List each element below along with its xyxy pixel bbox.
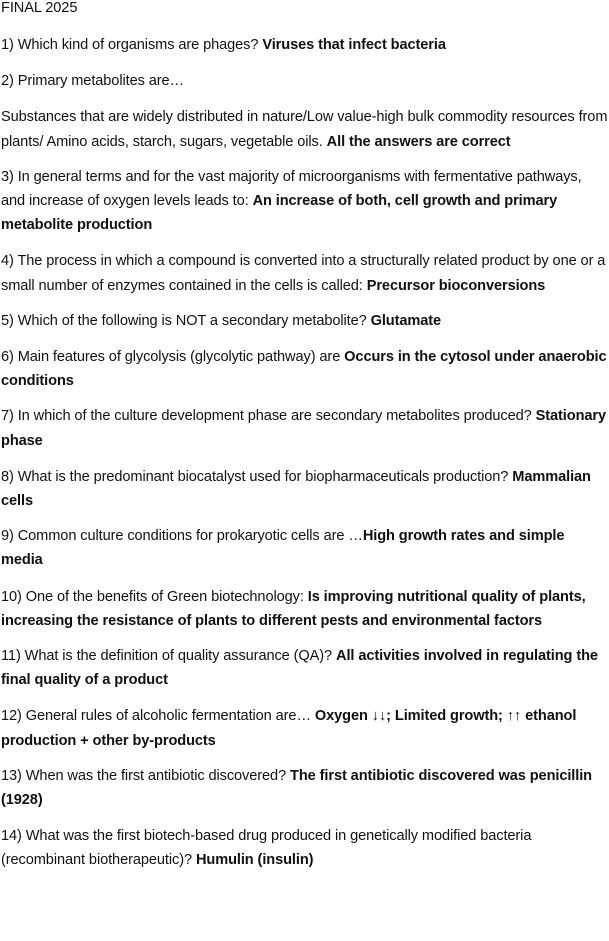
question-text: 14) What was the first biotech-based drug produced in genetically modified bacteria (recombinant biotherapeutic)? [1, 828, 532, 869]
qa-item-3 [1, 165, 609, 238]
answer-text: All the answers are correct [326, 133, 511, 150]
question-text: 12) General rules of alcoholic fermentation are… [1, 708, 315, 725]
answer-text: Occurs in the cytosol under anaerobic conditions [1, 349, 607, 390]
answer-text: Viruses that infect bacteria [262, 37, 446, 53]
qa-item-9 [1, 524, 609, 572]
qa-item-5 [1, 309, 609, 333]
question-text: 8) What is the predominant biocatalyst used for biopharmaceuticals production? [1, 468, 513, 485]
question-text: 6) Main features of glycolysis (glycolytic pathway) are [1, 349, 345, 366]
answer-text: Humulin (insulin) [195, 852, 314, 869]
question-text: 2) Primary metabolites are… [1, 73, 185, 90]
question-text: 3) In general terms and for the vast majority of microorganisms with fermentative pathways, and increase of oxygen levels leads to: [1, 168, 582, 210]
answer-text: Glutamate [370, 312, 442, 329]
question-text: 7) In which of the culture development phase are secondary metabolites produced? [1, 408, 536, 425]
question-text: 11) What is the definition of quality assurance (QA)? [1, 648, 337, 665]
qa-item-2 [1, 69, 609, 93]
question-text: 13) When was the first antibiotic discovered? [1, 767, 291, 784]
qa-item-2-answer [1, 105, 609, 153]
answer-text: An increase of both, cell growth and primary metabolite production [1, 193, 558, 234]
qa-item-12 [1, 704, 609, 752]
qa-item-11 [1, 644, 609, 692]
qa-item-8 [1, 465, 609, 513]
answer-text: Mammalian cells [1, 468, 591, 510]
question-text: 4) The process in which a compound is converted into a structurally related product by one or a small number of enzymes contained in the cells is called: [1, 253, 606, 294]
question-text: 10) One of the benefits of Green biotechnology: [1, 588, 308, 605]
qa-item-4 [1, 249, 609, 297]
question-text: 5) Which of the following is NOT a secondary metabolite? [1, 312, 371, 329]
answer-text: Oxygen ↓↓; Limited growth; ↑↑ ethanol production + other by-products [1, 708, 577, 749]
document-title: FINAL 2025 [1, 0, 78, 16]
question-text: 1) Which kind of organisms are phages? [1, 37, 263, 53]
qa-item-7 [1, 404, 609, 452]
answer-text: Stationary phase [1, 408, 607, 449]
answer-text: Precursor bioconversions [366, 277, 546, 294]
answer-text: All activities involved in regulating the final quality of a product [1, 648, 598, 689]
qa-item-13 [1, 764, 609, 812]
answer-text: Is improving nutritional quality of plants, increasing the resistance of plants to different pests and environmental factors [1, 588, 586, 629]
qa-item-6 [1, 345, 609, 393]
answer-text: The first antibiotic discovered was penicillin (1928) [1, 767, 592, 809]
qa-item-10 [1, 585, 609, 633]
question-text: Substances that are widely distributed in nature/Low value-high bulk commodity resources from plants/ Amino acids, starch, sugars, vegetable oils. [1, 109, 608, 150]
qa-item-1 [1, 33, 609, 57]
question-text: 9) Common culture conditions for prokaryotic cells are … [1, 528, 363, 545]
qa-item-14 [1, 824, 609, 872]
answer-text: High growth rates and simple media [1, 528, 565, 569]
